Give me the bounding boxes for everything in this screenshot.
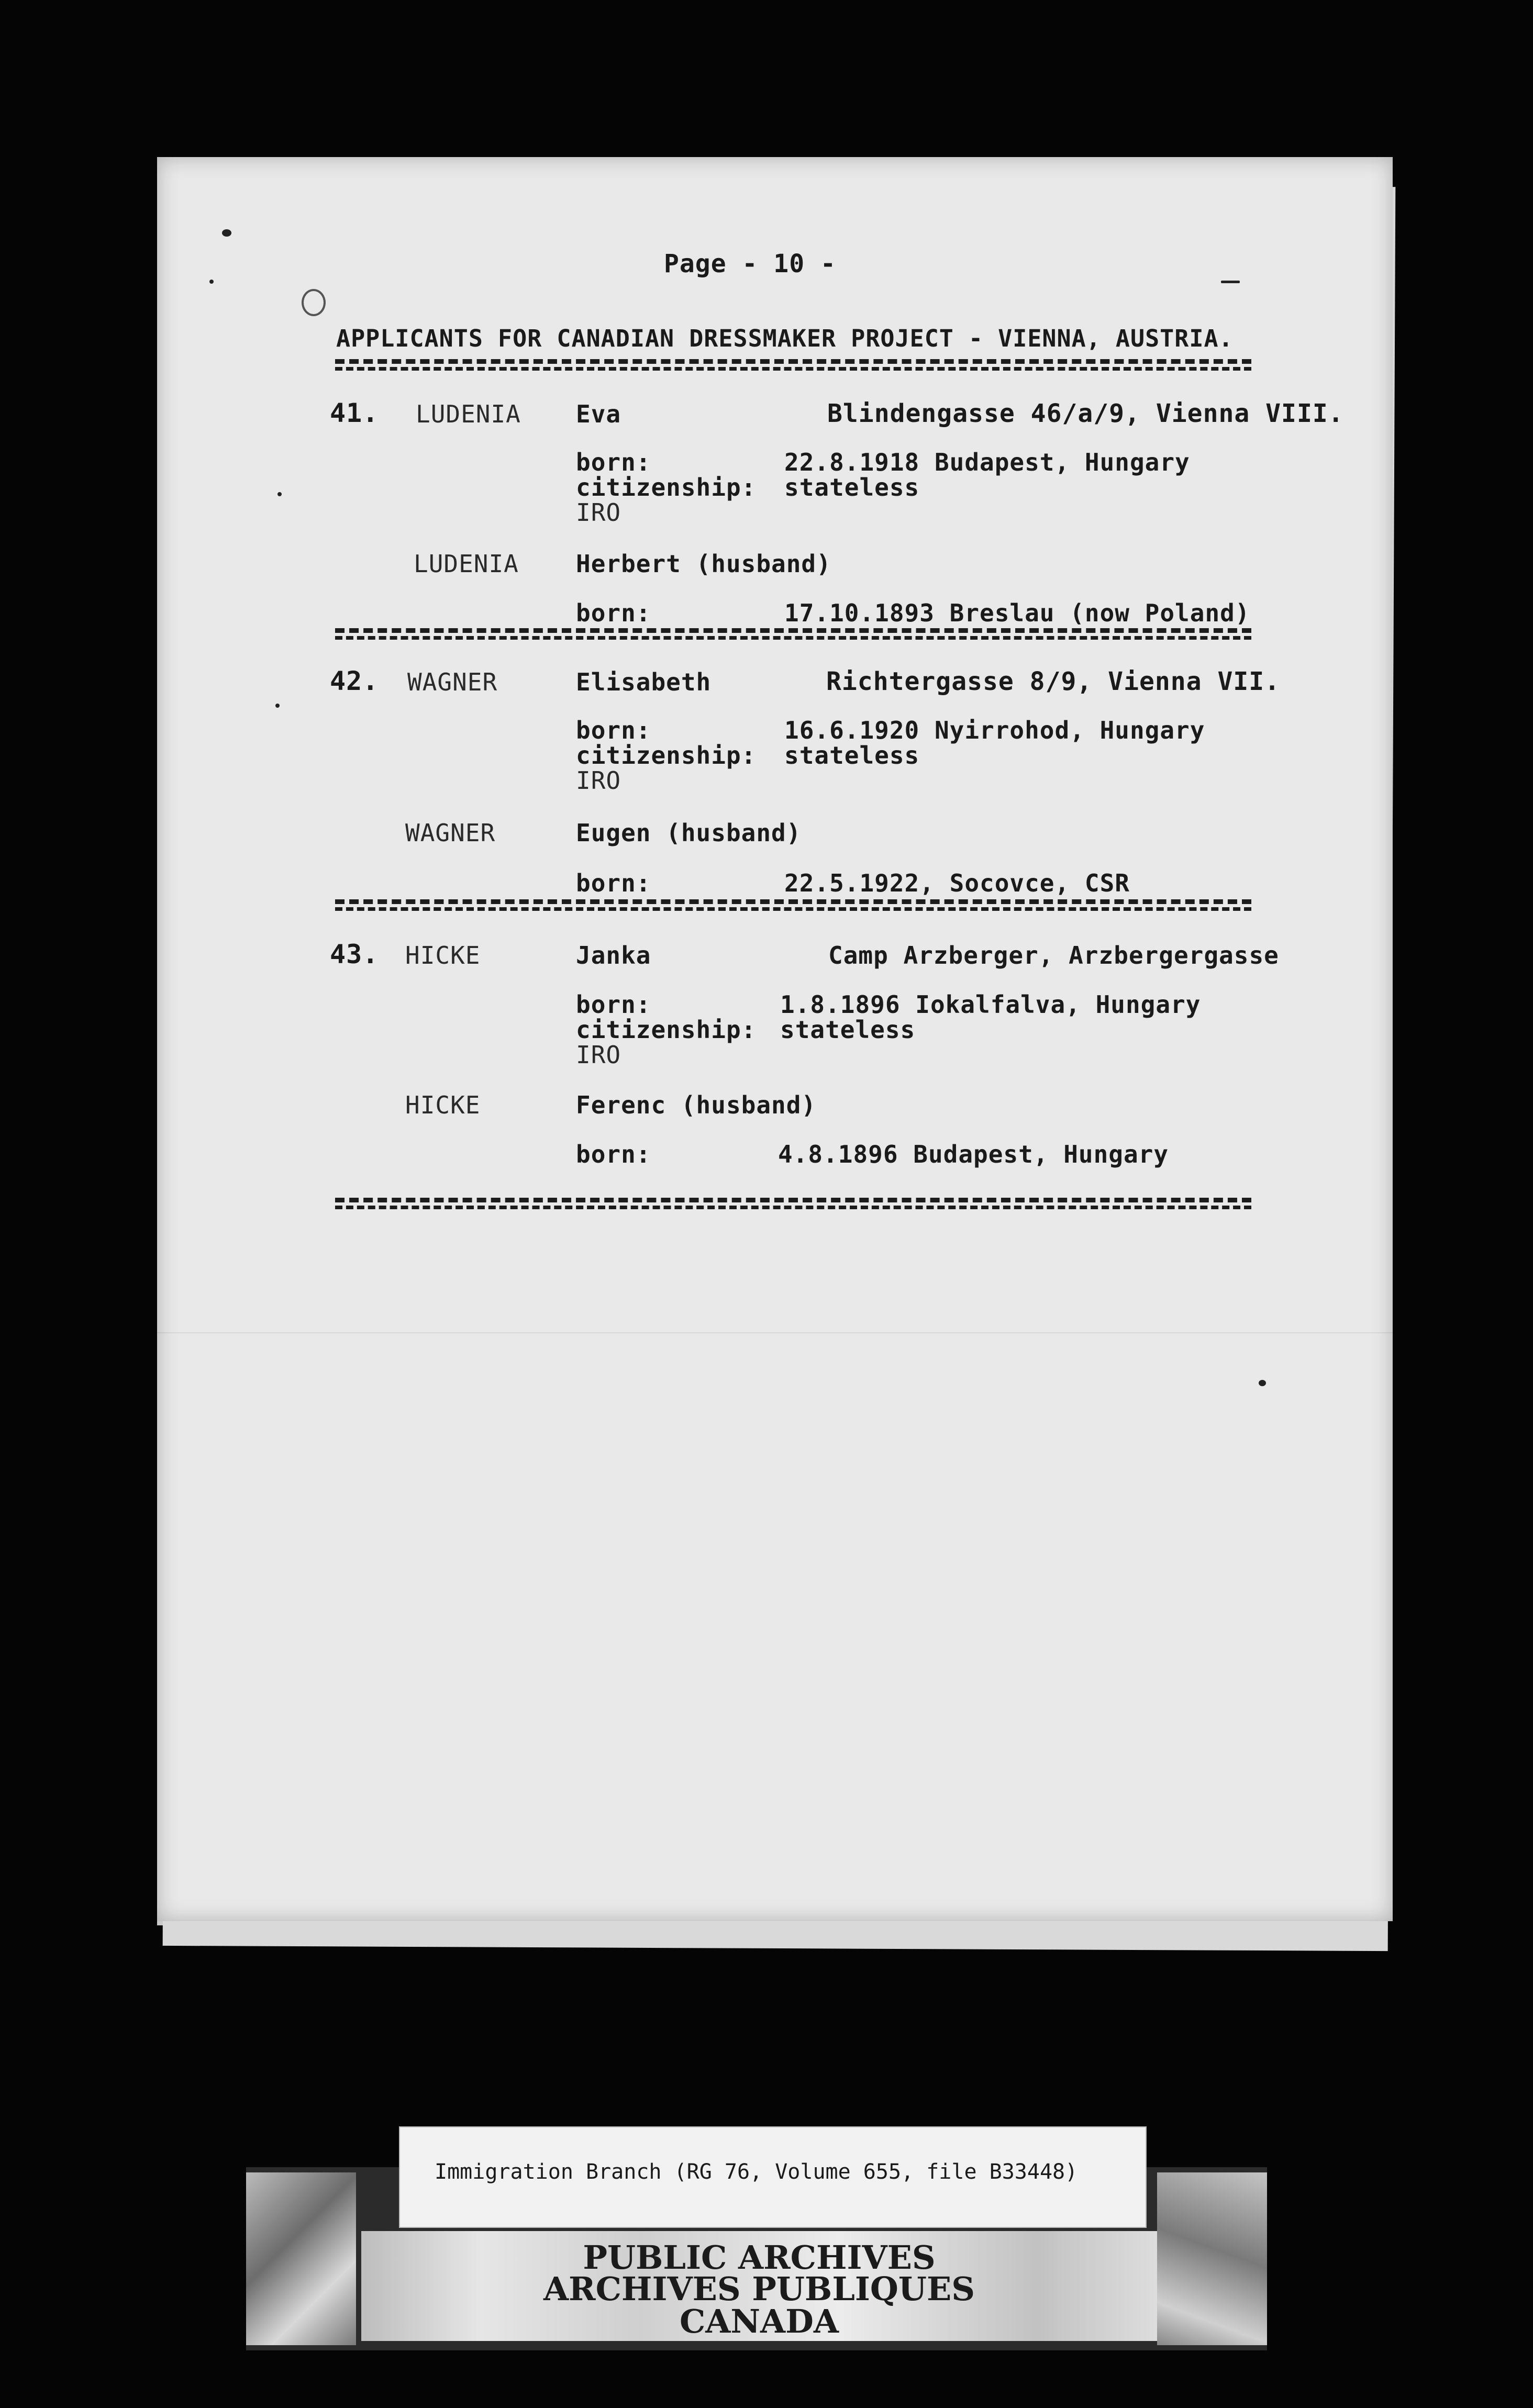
spouse-born-label: born: bbox=[576, 599, 651, 627]
page-fold bbox=[157, 1332, 1393, 1333]
stamp-line-3: CANADA bbox=[679, 2302, 839, 2340]
org-label: IRO bbox=[576, 1041, 621, 1069]
org-label: IRO bbox=[576, 498, 621, 527]
title-underline bbox=[335, 359, 1251, 371]
entry-surname: LUDENIA bbox=[416, 400, 521, 428]
entry-given-name: Eva bbox=[576, 400, 621, 428]
entry-number: 42. bbox=[330, 666, 379, 696]
born-label: born: bbox=[576, 716, 651, 744]
spouse-born-label: born: bbox=[576, 869, 651, 897]
entry-address: Blindengasse 46/a/9, Vienna VIII. bbox=[827, 399, 1344, 428]
entry-separator bbox=[335, 628, 1251, 640]
ink-speck bbox=[209, 280, 214, 284]
spouse-surname: WAGNER bbox=[405, 819, 496, 847]
entry-given-name: Elisabeth bbox=[576, 668, 712, 696]
stamp-line-1: PUBLIC ARCHIVES bbox=[583, 2238, 936, 2277]
spouse-surname: LUDENIA bbox=[414, 550, 519, 578]
archive-reference: Immigration Branch (RG 76, Volume 655, file B33448) bbox=[435, 2160, 1078, 2184]
stamp-line-2: ARCHIVES PUBLIQUES bbox=[543, 2270, 975, 2308]
spouse-born-value: 17.10.1893 Breslau (now Poland) bbox=[784, 599, 1250, 627]
spouse-name: Herbert (husband) bbox=[576, 550, 831, 578]
citizenship-label: citizenship: bbox=[576, 741, 757, 770]
document-title: APPLICANTS FOR CANADIAN DRESSMAKER PROJECT - VIENNA, AUSTRIA. bbox=[336, 325, 1234, 352]
punch-hole bbox=[302, 289, 326, 316]
citizenship-label: citizenship: bbox=[576, 1016, 757, 1044]
page-number: Page - 10 - bbox=[664, 249, 836, 278]
org-label: IRO bbox=[576, 766, 621, 795]
citizenship-label: citizenship: bbox=[576, 473, 757, 501]
born-value: 1.8.1896 Iokalfalva, Hungary bbox=[780, 990, 1201, 1019]
entry-address: Richtergasse 8/9, Vienna VII. bbox=[826, 667, 1281, 696]
ink-speck bbox=[222, 229, 231, 237]
citizenship-value: stateless bbox=[784, 473, 920, 501]
ink-speck bbox=[1221, 281, 1240, 283]
spouse-born-label: born: bbox=[576, 1140, 651, 1168]
document-page bbox=[157, 157, 1393, 1921]
end-separator bbox=[335, 1198, 1251, 1209]
ink-speck bbox=[1259, 1380, 1266, 1386]
citizenship-value: stateless bbox=[784, 741, 920, 770]
spouse-born-value: 22.5.1922, Socovce, CSR bbox=[784, 869, 1130, 897]
archive-reference-label bbox=[399, 2126, 1147, 2228]
spouse-born-value: 4.8.1896 Budapest, Hungary bbox=[778, 1140, 1169, 1168]
entry-surname: HICKE bbox=[405, 941, 481, 969]
born-value: 16.6.1920 Nyirrohod, Hungary bbox=[784, 716, 1205, 744]
entry-number: 41. bbox=[330, 398, 379, 428]
ink-speck bbox=[277, 492, 282, 496]
ink-speck bbox=[275, 704, 280, 708]
spouse-name: Eugen (husband) bbox=[576, 819, 802, 847]
label-tape-left bbox=[246, 2172, 356, 2345]
born-label: born: bbox=[576, 448, 651, 476]
spouse-surname: HICKE bbox=[405, 1091, 481, 1119]
born-label: born: bbox=[576, 990, 651, 1019]
entry-address: Camp Arzberger, Arzbergergasse bbox=[828, 941, 1279, 969]
archive-stamp bbox=[361, 2231, 1157, 2341]
spouse-name: Ferenc (husband) bbox=[576, 1091, 817, 1119]
entry-given-name: Janka bbox=[576, 941, 651, 969]
born-value: 22.8.1918 Budapest, Hungary bbox=[784, 448, 1190, 476]
entry-number: 43. bbox=[330, 939, 379, 969]
label-tape-right bbox=[1157, 2172, 1267, 2345]
entry-surname: WAGNER bbox=[407, 668, 498, 696]
entry-separator bbox=[335, 899, 1251, 911]
citizenship-value: stateless bbox=[780, 1016, 916, 1044]
